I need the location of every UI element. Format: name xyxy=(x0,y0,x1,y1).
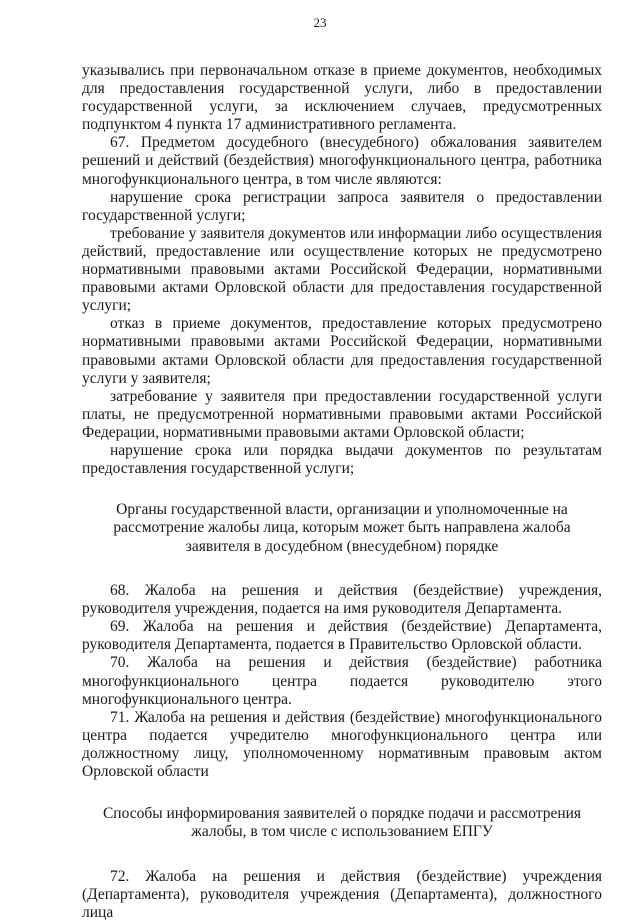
paragraph-71: 71. Жалоба на решения и действия (бездействие) многофункционального центра подается учредителю многофункционального центра или должностному лицу, уполномоченному нормативным правовым актом Орловской области xyxy=(82,708,602,780)
list-item-payment: затребование у заявителя при предоставлении государственной услуги платы, не предусмотренной нормативными правовыми актами Российской Федерации, нормативными правовыми актами Орловской области; xyxy=(82,387,602,441)
document-body xyxy=(82,62,602,922)
paragraph-72: 72. Жалоба на решения и действия (бездействие) учреждения (Департамента), руководителя учреждения (Департамента), должностного лица xyxy=(82,867,602,921)
paragraph-70: 70. Жалоба на решения и действия (бездействие) работника многофункционального центра подается руководителю этого многофункционального центра. xyxy=(82,654,602,708)
page-number: 23 xyxy=(313,15,327,30)
paragraph-67: 67. Предметом досудебного (внесудебного) обжалования заявителем решений и действий (бездействия) многофункционального центра, работника многофункционального центра, в том числе являются: xyxy=(82,134,602,188)
list-item-documents-request: требование у заявителя документов или информации либо осуществления действий, предоставление или осуществление которых не предусмотрено нормативными правовыми актами Российской Федерации, нормативными правовыми актами Орловской области для предоставления государственной услуги; xyxy=(82,224,602,315)
paragraph-continuation: указывались при первоначальном отказе в приеме документов, необходимых для предоставления государственной услуги, либо в предоставлении государственной услуги, за исключением случаев, предусмотренных подпунктом 4 пункта 17 административного регламента. xyxy=(82,62,602,134)
list-item-registration: нарушение срока регистрации запроса заявителя о предоставлении государственной услуги; xyxy=(82,188,602,224)
list-item-delivery: нарушение срока или порядка выдачи документов по результатам предоставления государственной услуги; xyxy=(82,441,602,478)
section-heading-informing: Способы информирования заявителей о порядке подачи и рассмотрения жалобы, в том числе с использованием ЕПГУ xyxy=(102,805,582,841)
paragraph-68: 68. Жалоба на решения и действия (бездействие) учреждения, руководителя учреждения, подается на имя руководителя Департамента. xyxy=(82,582,602,618)
section-heading-complaint-bodies: Органы государственной власти, организации и уполномоченные на рассмотрение жалобы лица, которым может быть направлена жалоба заявителя в досудебном (внесудебном) порядке xyxy=(113,501,571,555)
paragraph-69: 69. Жалоба на решения и действия (бездействие) Департамента, руководителя Департамента, подается в Правительство Орловской области. xyxy=(82,618,602,654)
list-item-refusal: отказ в приеме документов, предоставление которых предусмотрено нормативными правовыми актами Российской Федерации, нормативными правовыми актами Орловской области для предоставления государственной услуги у заявителя; xyxy=(82,315,602,387)
